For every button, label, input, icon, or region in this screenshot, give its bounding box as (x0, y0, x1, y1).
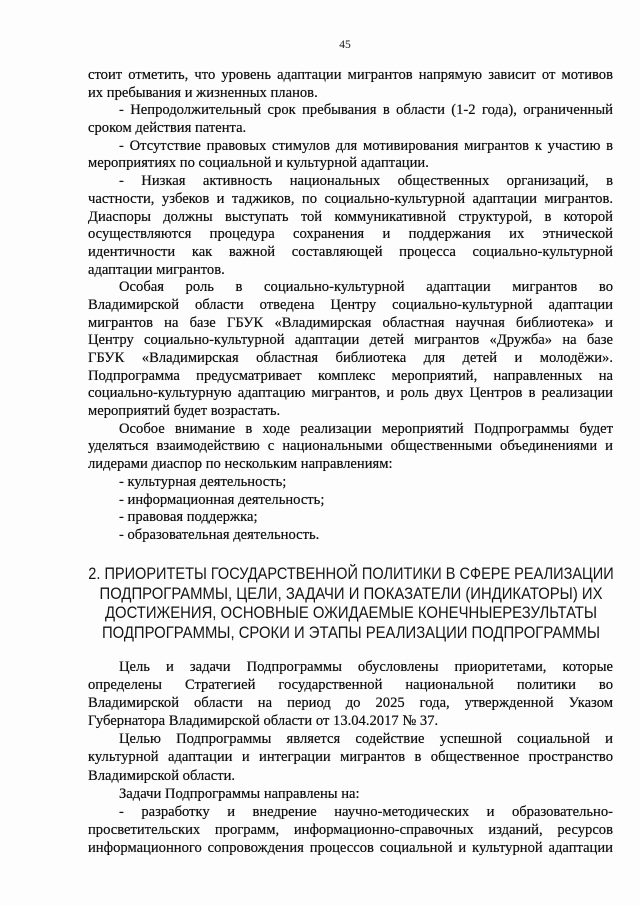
text-line: Подпрограмма предусматривает комплекс мероприятий, направленных на (88, 367, 613, 384)
text-line: - разработку и внедрение научно-методических и образовательно- (119, 803, 613, 820)
text-line: Цель и задачи Подпрограммы обусловлены приоритетами, которые (119, 659, 613, 675)
section-heading (88, 565, 613, 644)
text-line: сроком действия патента. (88, 120, 247, 137)
paragraph-low-activity (88, 173, 613, 279)
text-line: социально-культурную адаптацию мигрантов, и роль двух Центров в реализации (88, 385, 613, 402)
text-line: Губернатора Владимирской области от 13.04.2017 № 37. (88, 713, 439, 730)
text-line: адаптации мигрантов. (88, 261, 225, 278)
text-line: мероприятиях по социальной и культурной адаптации. (88, 155, 429, 172)
paragraph-short-stay (88, 102, 613, 137)
paragraph-task-development (88, 803, 613, 857)
text-line: осуществляются процедура сохранения и поддержания их этнической (88, 226, 613, 243)
paragraph-legal-incentives (88, 138, 613, 173)
text-line: Владимирской области отведена Центру социально-культурной адаптации (88, 296, 613, 313)
heading-line (88, 624, 613, 644)
text-line: просветительских программ, информационно-справочных изданий, ресурсов (88, 821, 613, 838)
page-number: 45 (339, 39, 351, 51)
heading-line (88, 604, 613, 624)
text-line: Владимирской области. (88, 767, 236, 784)
text-line: стоит отметить, что уровень адаптации мигрантов напрямую зависит от мотивов (88, 67, 613, 83)
text-line: Особая роль в социально-культурной адаптации мигрантов во (119, 279, 613, 296)
paragraph-goal-and-tasks (88, 658, 613, 730)
text-line: Особое внимание в ходе реализации мероприятий Подпрограммы будет (119, 420, 613, 437)
text-line: мероприятий будет возрастать. (88, 403, 281, 420)
text-line: их пребывания и жизненных планов. (88, 84, 318, 101)
text-line: уделяться взаимодействию с национальными общественными объединениями и (88, 438, 613, 455)
heading-line-text: ПОДПРОГРАММЫ, ЦЕЛИ, ЗАДАЧИ И ПОКАЗАТЕЛИ (ИНДИКАТОРЫ) ИХ (99, 584, 602, 603)
heading-line (88, 585, 613, 605)
heading-line-text: ДОСТИЖЕНИЯ, ОСНОВНЫЕ ОЖИДАЕМЫЕ КОНЕЧНЫЕРЕЗУЛЬТАТЫ (104, 604, 597, 623)
body-text (88, 67, 613, 545)
text-line: Целью Подпрограммы является содействие успешной социальной и (119, 731, 613, 748)
heading-line-text: ПОДПРОГРАММЫ, СРОКИ И ЭТАПЫ РЕАЛИЗАЦИИ ПОДПРОГРАММЫ (101, 624, 600, 643)
heading-line-text: 2. ПРИОРИТЕТЫ ГОСУДАРСТВЕННОЙ ПОЛИТИКИ В СФЕРЕ РЕАЛИЗАЦИИ (87, 565, 614, 583)
text-line: - Отсутствие правовых стимулов для мотивирования мигрантов к участию в (119, 137, 613, 154)
text-line: Задачи Подпрограммы направлены на: (119, 785, 360, 802)
text-line: информационного сопровождения процессов социальной и культурной адаптации (88, 839, 613, 856)
paragraph-centers-role (88, 279, 613, 421)
text-line: ГБУК «Владимирская областная библиотека для детей и молодёжи». (88, 350, 613, 366)
text-line: мигрантов на базе ГБУК «Владимирская областная научная библиотека» и (88, 314, 613, 331)
paragraph-special-attention (88, 421, 613, 474)
text-line: идентичности как важной составляющей процесса социально-культурной (88, 243, 613, 260)
text-line: Центру социально-культурной адаптации детей мигрантов «Дружба» на базе (88, 332, 613, 349)
text-line: определены Стратегией государственной национальной политики во (88, 677, 613, 694)
list-item: - правовая поддержка; (119, 509, 258, 526)
directions-list (88, 474, 613, 545)
heading-line (88, 565, 613, 585)
paragraph-goal (88, 730, 613, 784)
paragraph-tasks-intro (88, 785, 613, 803)
text-line: частности, узбеков и таджиков, по социально-культурной адаптации мигрантов. (88, 190, 613, 207)
text-line: Диаспоры должны выступать той коммуникативной структурой, в которой (88, 208, 613, 225)
text-line: Владимирской области на период до 2025 года, утвержденной Указом (88, 695, 613, 712)
section-body-text (88, 658, 613, 857)
list-item: - образовательная деятельность. (119, 526, 320, 543)
list-item: - культурная деятельность; (119, 473, 287, 490)
paragraph-motives (88, 67, 613, 102)
list-item: - информационная деятельность; (119, 491, 325, 508)
text-line: - Непродолжительный срок пребывания в области (1-2 года), ограниченный (119, 102, 613, 119)
text-line: - Низкая активность национальных общественных организаций, в (119, 173, 613, 190)
text-line: лидерами диаспор по нескольким направлениям: (88, 456, 393, 473)
text-line: культурной адаптации и интеграции мигрантов в общественное пространство (88, 749, 613, 766)
